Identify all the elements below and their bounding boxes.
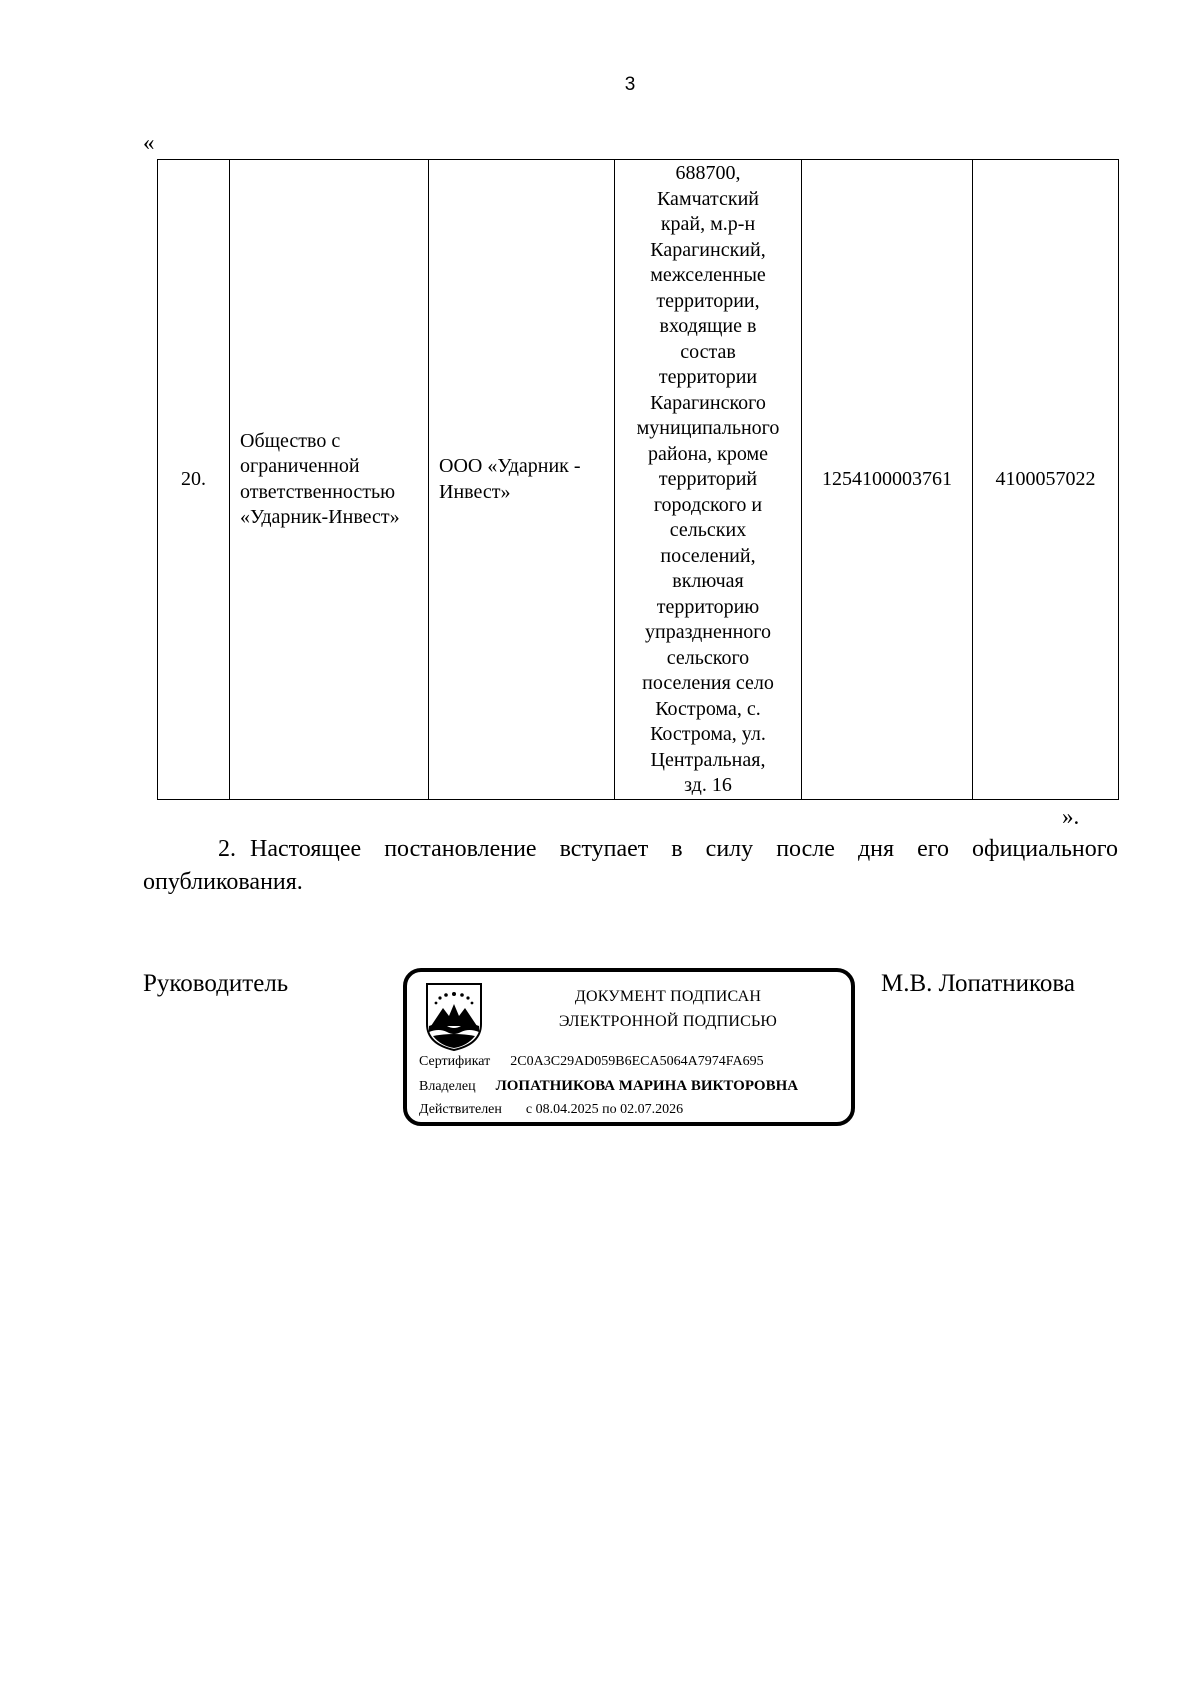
address-line: поселений, — [660, 544, 756, 567]
certificate-label: Сертификат — [419, 1054, 491, 1069]
row-number: 20. — [158, 160, 230, 800]
address-line: района, кроме — [647, 442, 769, 465]
owner-label: Владелец — [419, 1079, 476, 1094]
organization-full-name: Общество с ограниченной ответственностью «Ударник-Инвест» — [230, 160, 429, 800]
organization-short-name: ООО «Ударник - Инвест» — [429, 160, 615, 800]
address-line: зд. 16 — [684, 774, 732, 796]
paragraph-2 — [143, 833, 1118, 899]
registry-table — [157, 159, 1119, 800]
stamp-heading-line1: ДОКУМЕНТ ПОДПИСАН — [574, 988, 762, 1005]
organization-inn: 4100057022 — [973, 160, 1119, 800]
address-line: городского и — [653, 493, 763, 516]
owner-value: ЛОПАТНИКОВА МАРИНА ВИКТОРОВНА — [495, 1078, 799, 1094]
address-line: состав — [680, 340, 736, 363]
address-line: 688700, — [675, 162, 741, 184]
address-line: Центральная, — [650, 748, 766, 771]
organization-address — [615, 160, 802, 800]
stamp-heading-line2: ЭЛЕКТРОННОЙ ПОДПИСЬЮ — [558, 1013, 778, 1030]
stamp-validity-row — [419, 1102, 683, 1118]
paragraph-text: Настоящее постановление вступает в силу после дня его официального опубликования. — [143, 836, 1118, 895]
address-line: Карагинский, — [650, 238, 766, 261]
closing-quote: ». — [1062, 804, 1080, 829]
address-line: Кострома, ул. — [650, 723, 766, 745]
address-line: территории — [658, 366, 758, 388]
page-number: 3 — [624, 74, 636, 95]
address-line: край, м.р-н — [660, 213, 756, 235]
address-line: территории, — [656, 289, 760, 312]
address-line: входящие в — [659, 315, 757, 337]
signatory-name: М.В. Лопатникова — [881, 970, 1075, 997]
stamp-certificate-row — [419, 1054, 764, 1070]
organization-ogrn: 1254100003761 — [802, 160, 973, 800]
address-line: территорий — [658, 468, 758, 490]
address-line: сельских — [669, 519, 747, 541]
validity-value: с 08.04.2025 по 02.07.2026 — [525, 1102, 684, 1117]
stamp-owner-row — [419, 1078, 798, 1095]
address-line: Камчатский — [656, 187, 759, 210]
validity-label: Действителен — [419, 1102, 502, 1117]
address-line: Карагинского — [650, 391, 766, 414]
address-line: муниципального — [636, 417, 780, 439]
signatory-title: Руководитель — [143, 970, 289, 997]
electronic-signature-stamp — [403, 968, 855, 1126]
stamp-heading — [503, 984, 833, 1034]
address-line: сельского — [666, 646, 750, 669]
address-line: Кострома, с. — [655, 697, 761, 720]
address-line: упраздненного — [645, 621, 771, 643]
table-row — [158, 160, 1119, 800]
address-line: территорию — [656, 595, 760, 618]
paragraph-number: 2. — [218, 836, 236, 862]
kamchatka-emblem-icon — [423, 980, 485, 1052]
address-line: межселенные — [650, 264, 766, 286]
address-line: поселения село — [642, 672, 774, 694]
opening-quote: « — [143, 130, 155, 155]
certificate-value: 2C0A3C29AD059B6ECA5064A7974FA695 — [510, 1054, 764, 1069]
address-line: включая — [672, 570, 744, 592]
